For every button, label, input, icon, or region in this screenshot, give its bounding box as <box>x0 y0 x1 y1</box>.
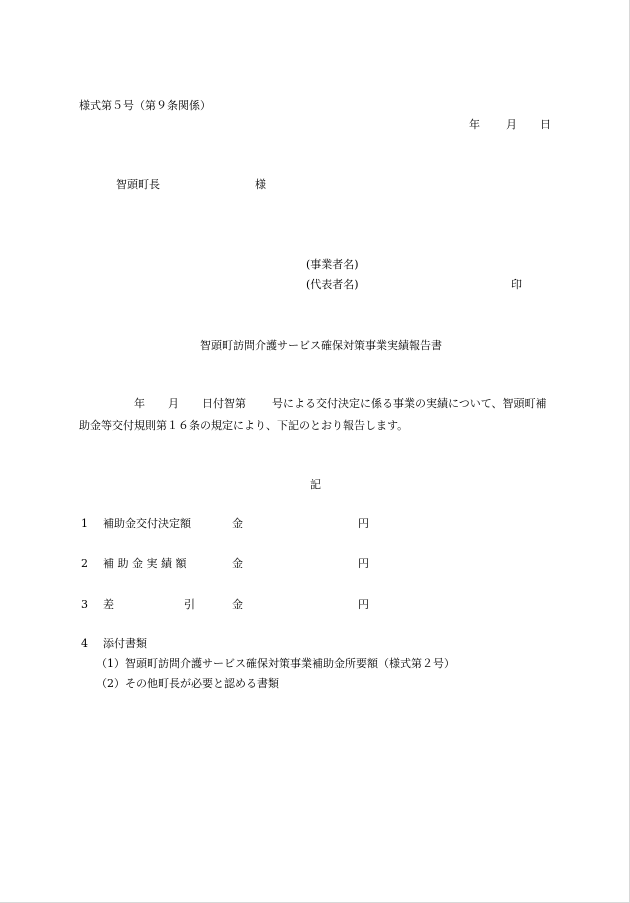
item-kin: 金 <box>232 598 243 611</box>
attachments-number: 4 <box>81 637 88 650</box>
item-number: 3 <box>81 598 88 611</box>
date-month: 月 <box>506 118 517 131</box>
seal-mark: 印 <box>511 278 522 291</box>
attachment-item: （1）智頭町訪問介護サービス確保対策事業補助金所要額（様式第２号） <box>96 657 455 670</box>
ki-heading: 記 <box>310 478 321 491</box>
attachment-item: （2）その他町長が必要と認める書類 <box>96 677 279 690</box>
body-paragraph <box>79 393 551 437</box>
item-number: 2 <box>81 557 88 570</box>
representative-label: (代表者名) <box>306 278 359 291</box>
date-year: 年 <box>469 118 480 131</box>
item-en: 円 <box>358 517 369 530</box>
item-en: 円 <box>358 598 369 611</box>
item-label: 補助金交付決定額 <box>103 517 191 530</box>
document-title: 智頭町訪問介護サービス確保対策事業実績報告書 <box>200 339 442 352</box>
item-label-right: 引 <box>184 598 195 611</box>
item-en: 円 <box>358 557 369 570</box>
item-number: 1 <box>81 517 88 530</box>
body-date-ref: 日付智第 <box>202 397 246 410</box>
business-name-label: (事業者名) <box>306 258 359 271</box>
item-label: 補 助 金 実 績 額 <box>103 557 187 570</box>
date-day: 日 <box>540 118 551 131</box>
body-rest: 号による交付決定に係る事業の実績について、智頭町補助金等交付規則第１６条の規定により、下記のとおり報告します。 <box>79 397 547 432</box>
addressee-honorific: 様 <box>255 178 266 191</box>
item-kin: 金 <box>232 517 243 530</box>
body-year: 年 <box>134 397 145 410</box>
item-label-left: 差 <box>103 598 114 611</box>
addressee-name: 智頭町長 <box>116 178 160 191</box>
form-number: 様式第５号（第９条関係） <box>79 99 211 112</box>
body-month: 月 <box>168 397 179 410</box>
item-kin: 金 <box>232 557 243 570</box>
attachments-heading: 添付書類 <box>103 637 147 650</box>
